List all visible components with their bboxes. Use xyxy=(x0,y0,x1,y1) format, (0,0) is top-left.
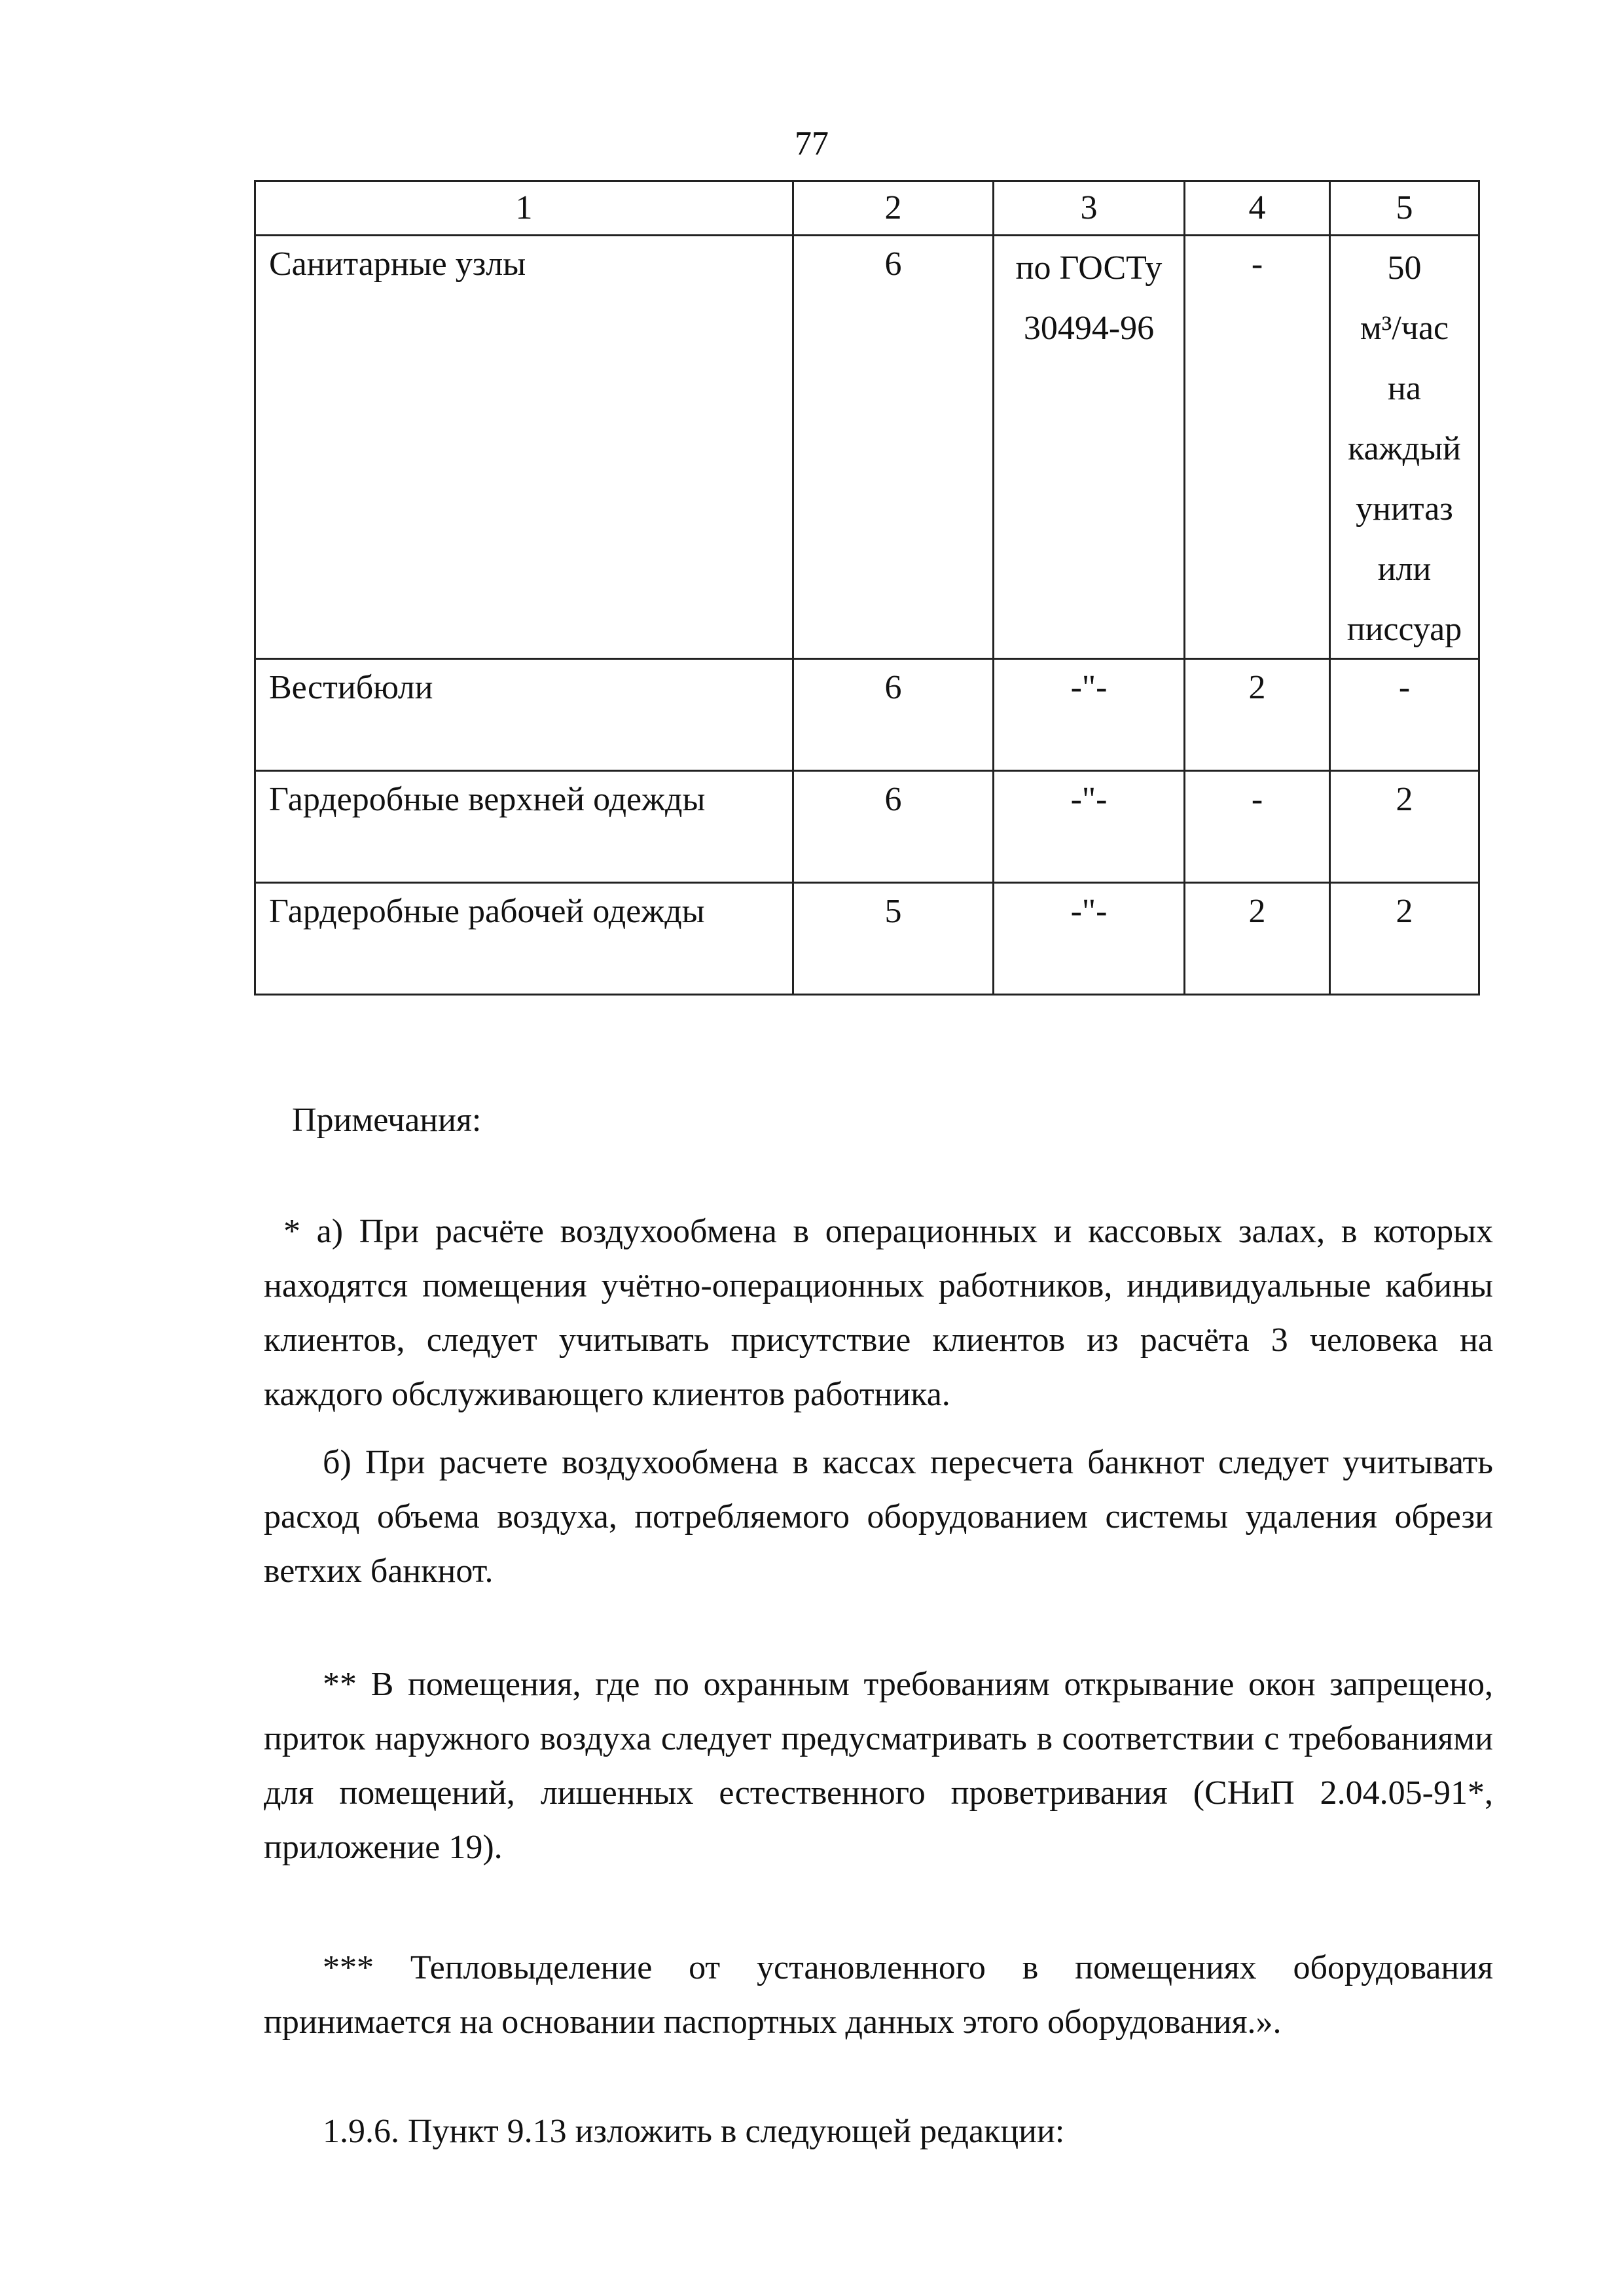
table-header-cell: 2 xyxy=(793,181,994,236)
value-cell: 2 xyxy=(1185,883,1330,995)
value-cell xyxy=(994,236,1185,659)
note-triple-star-paragraph: *** Тепловыделение от установленного в помещениях оборудования принимается на основании паспортных данных этого оборудования.». xyxy=(264,1949,1493,2041)
table-row xyxy=(255,883,1479,995)
value-cell: 6 xyxy=(793,771,994,883)
value-cell: - xyxy=(1330,659,1479,771)
value-cell xyxy=(1330,236,1479,659)
ventilation-table xyxy=(254,180,1480,996)
value-cell: -"- xyxy=(994,771,1185,883)
value-cell: 2 xyxy=(1330,883,1479,995)
room-name-cell: Гардеробные верхней одежды xyxy=(255,771,793,883)
table-header-cell: 3 xyxy=(994,181,1185,236)
value-cell: 6 xyxy=(793,659,994,771)
notes-title: Примечания: xyxy=(292,1102,482,1139)
table-header-cell: 1 xyxy=(255,181,793,236)
item-paragraph: 1.9.6. Пункт 9.13 изложить в следующей редакции: xyxy=(323,2113,1065,2150)
room-name-cell: Санитарные узлы xyxy=(255,236,793,659)
room-name-cell: Гардеробные рабочей одежды xyxy=(255,883,793,995)
value-cell: - xyxy=(1185,236,1330,659)
cell-line: на xyxy=(1388,370,1421,407)
value-cell: 2 xyxy=(1185,659,1330,771)
cell-line: или xyxy=(1377,550,1432,588)
table-row xyxy=(255,236,1479,659)
value-cell: 2 xyxy=(1330,771,1479,883)
value-cell: 6 xyxy=(793,236,994,659)
cell-line: каждый xyxy=(1348,430,1461,467)
cell-line: унитаз xyxy=(1356,490,1453,528)
cell-line: по ГОСТу xyxy=(1015,249,1163,287)
cell-line: 50 xyxy=(1387,249,1422,287)
value-cell: - xyxy=(1185,771,1330,883)
note-b-paragraph: б) При расчете воздухообмена в кассах пересчета банкнот следует учитывать расход объема воздуха, потребляемого оборудованием системы удаления обрези ветхих банкнот. xyxy=(264,1444,1493,1590)
table-row xyxy=(255,771,1479,883)
room-name-cell: Вестибюли xyxy=(255,659,793,771)
table-header-cell: 5 xyxy=(1330,181,1479,236)
value-cell: 5 xyxy=(793,883,994,995)
note-double-star-paragraph: ** В помещения, где по охранным требованиям открывание окон запрещено, приток наружного воздуха следует предусматривать в соответствии с требованиями для помещений, лишенных естественного проветривания (СНиП 2.04.05-91*, приложение 19). xyxy=(264,1666,1493,1866)
cell-line: м³/час xyxy=(1360,310,1449,347)
note-a-paragraph: * а) При расчёте воздухообмена в операционных и кассовых залах, в которых находятся помещения учётно-операционных работников, индивидуальные кабины клиентов, следует учитывать присутствие клиентов из расчёта 3 человека на каждого обслуживающего клиентов работника. xyxy=(264,1213,1493,1413)
value-cell: -"- xyxy=(994,883,1185,995)
table-header-row xyxy=(255,181,1479,236)
table-row xyxy=(255,659,1479,771)
table-header-cell: 4 xyxy=(1185,181,1330,236)
cell-line: писсуар xyxy=(1346,611,1462,648)
page-number: 77 xyxy=(795,125,829,162)
cell-line: 30494-96 xyxy=(1023,310,1155,347)
value-cell: -"- xyxy=(994,659,1185,771)
